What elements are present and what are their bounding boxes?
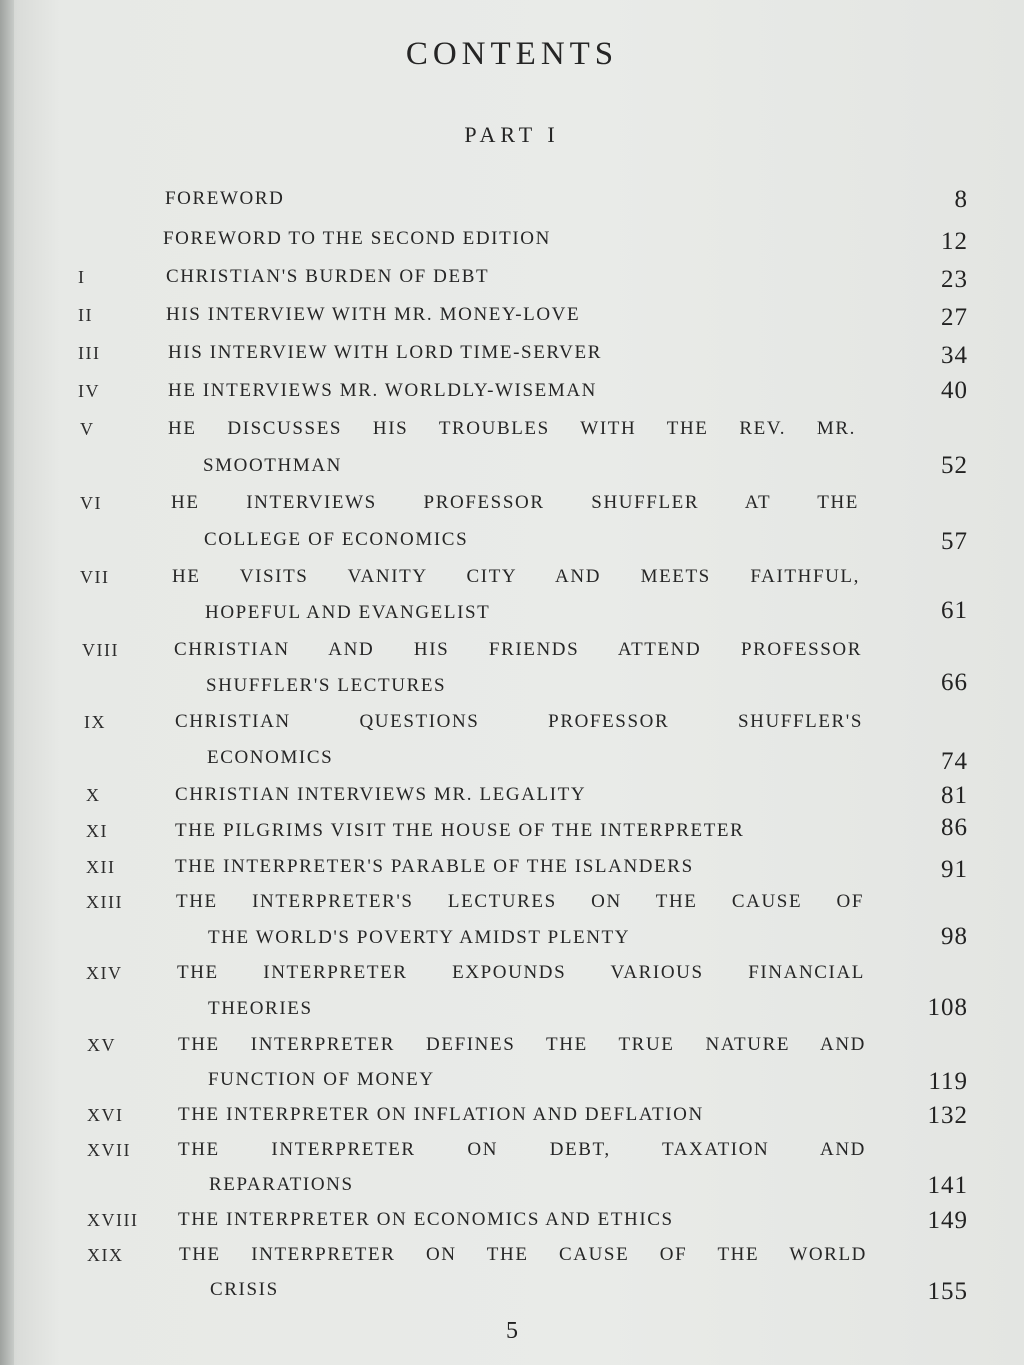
chapter-title: HIS INTERVIEW WITH MR. MONEY-LOVE bbox=[166, 304, 581, 325]
part-heading: PART I bbox=[464, 122, 560, 147]
page-number: 61 bbox=[941, 597, 968, 624]
chapter-title: FOREWORD TO THE SECOND EDITION bbox=[163, 228, 551, 249]
chapter-number: I bbox=[78, 267, 86, 287]
page-number: 74 bbox=[941, 748, 968, 775]
page-number: 40 bbox=[941, 377, 968, 404]
chapter-number: XII bbox=[86, 857, 116, 877]
page-number: 81 bbox=[941, 782, 968, 809]
chapter-title: THE INTERPRETER DEFINES THE TRUE NATURE AND bbox=[178, 1034, 866, 1055]
chapter-title: THE INTERPRETER ON ECONOMICS AND ETHICS bbox=[178, 1209, 674, 1230]
page-title: CONTENTS bbox=[405, 36, 619, 72]
chapter-title: THE PILGRIMS VISIT THE HOUSE OF THE INTERPRETER bbox=[175, 820, 745, 841]
chapter-title: HE DISCUSSES HIS TROUBLES WITH THE REV. MR. bbox=[168, 418, 856, 439]
chapter-number: V bbox=[80, 419, 95, 439]
chapter-number: VIII bbox=[82, 640, 119, 660]
page-number: 132 bbox=[927, 1102, 968, 1129]
chapter-number: IX bbox=[84, 712, 106, 732]
chapter-title: FOREWORD bbox=[165, 188, 285, 209]
chapter-title: HE INTERVIEWS PROFESSOR SHUFFLER AT THE bbox=[171, 492, 859, 513]
page-number: 12 bbox=[941, 228, 968, 255]
page-number: 34 bbox=[941, 342, 968, 369]
chapter-title: HE VISITS VANITY CITY AND MEETS FAITHFUL, bbox=[172, 566, 860, 587]
chapter-title: CHRISTIAN INTERVIEWS MR. LEGALITY bbox=[175, 784, 587, 805]
chapter-title: THE INTERPRETER ON DEBT, TAXATION AND bbox=[178, 1139, 866, 1160]
chapter-number: XIV bbox=[86, 963, 123, 983]
page-number: 108 bbox=[927, 994, 968, 1021]
chapter-title-continuation: THEORIES bbox=[208, 998, 313, 1019]
chapter-number: XVI bbox=[87, 1105, 124, 1125]
page-number: 57 bbox=[941, 528, 968, 555]
page-number: 119 bbox=[928, 1068, 968, 1095]
chapter-number: IV bbox=[78, 381, 100, 401]
chapter-title: HE INTERVIEWS MR. WORLDLY-WISEMAN bbox=[168, 380, 597, 401]
chapter-title: THE INTERPRETER EXPOUNDS VARIOUS FINANCIAL bbox=[177, 962, 865, 983]
page-number: 23 bbox=[941, 266, 968, 293]
chapter-number: XIX bbox=[87, 1245, 124, 1265]
page-number: 155 bbox=[927, 1278, 968, 1305]
chapter-number: VII bbox=[80, 567, 110, 587]
chapter-title: THE INTERPRETER ON THE CAUSE OF THE WORLD bbox=[179, 1244, 867, 1265]
chapter-number: X bbox=[86, 785, 101, 805]
chapter-title: CHRISTIAN'S BURDEN OF DEBT bbox=[166, 266, 490, 287]
chapter-number: III bbox=[78, 343, 101, 363]
chapter-number: XVIII bbox=[87, 1210, 139, 1230]
chapter-title-continuation: ECONOMICS bbox=[207, 747, 334, 768]
chapter-number: XVII bbox=[87, 1140, 131, 1160]
chapter-title: CHRISTIAN QUESTIONS PROFESSOR SHUFFLER'S bbox=[175, 711, 863, 732]
chapter-title-continuation: THE WORLD'S POVERTY AMIDST PLENTY bbox=[208, 927, 631, 948]
chapter-title-continuation: REPARATIONS bbox=[209, 1174, 354, 1195]
chapter-title-continuation: FUNCTION OF MONEY bbox=[208, 1069, 435, 1090]
chapter-number: II bbox=[78, 305, 93, 325]
chapter-number: XI bbox=[86, 821, 108, 841]
page-number: 8 bbox=[954, 186, 968, 213]
chapter-title-continuation: SHUFFLER'S LECTURES bbox=[206, 675, 447, 696]
chapter-title: CHRISTIAN AND HIS FRIENDS ATTEND PROFESSOR bbox=[174, 639, 862, 660]
page-number: 149 bbox=[927, 1207, 968, 1234]
page-number: 86 bbox=[941, 814, 968, 841]
chapter-title: THE INTERPRETER'S LECTURES ON THE CAUSE OF bbox=[176, 891, 864, 912]
page-folio: 5 bbox=[506, 1318, 518, 1344]
page-number: 27 bbox=[941, 304, 968, 331]
chapter-title-continuation: CRISIS bbox=[210, 1279, 279, 1300]
chapter-title-continuation: HOPEFUL AND EVANGELIST bbox=[205, 602, 491, 623]
page-number: 91 bbox=[941, 856, 968, 883]
chapter-title: HIS INTERVIEW WITH LORD TIME-SERVER bbox=[168, 342, 602, 363]
page-number: 66 bbox=[941, 669, 968, 696]
page-number: 141 bbox=[927, 1172, 968, 1199]
chapter-title-continuation: SMOOTHMAN bbox=[203, 455, 342, 476]
chapter-number: VI bbox=[80, 493, 102, 513]
chapter-title-continuation: COLLEGE OF ECONOMICS bbox=[204, 529, 469, 550]
page-number: 98 bbox=[941, 923, 968, 950]
chapter-number: XV bbox=[87, 1035, 116, 1055]
chapter-title: THE INTERPRETER ON INFLATION AND DEFLATION bbox=[178, 1104, 704, 1125]
chapter-number: XIII bbox=[86, 892, 123, 912]
page-number: 52 bbox=[941, 452, 968, 479]
chapter-title: THE INTERPRETER'S PARABLE OF THE ISLANDERS bbox=[175, 856, 694, 877]
